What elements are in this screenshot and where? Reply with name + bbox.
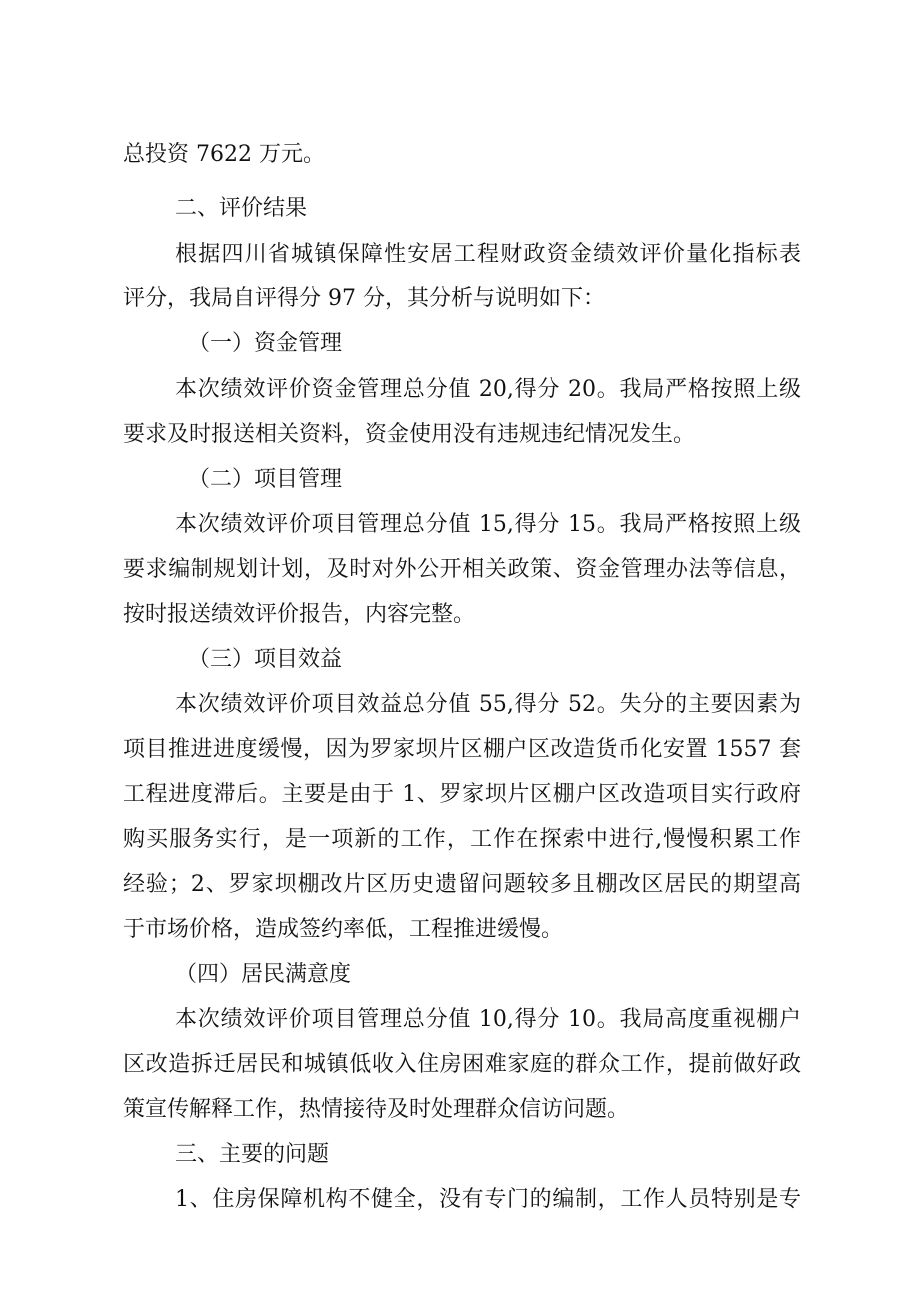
section-heading: 二、评价结果 (175, 196, 308, 221)
paragraph-line: 要求编制规划计划，及时对外公开相关政策、资金管理办法等信息， (123, 557, 801, 582)
paragraph-line: 于市场价格，造成签约率低，工程推进缓慢。 (123, 917, 564, 942)
paragraph-line: 区改造拆迁居民和城镇低收入住房困难家庭的群众工作，提前做好政 (123, 1052, 801, 1077)
paragraph-line: 评分，我局自评得分 97 分，其分析与说明如下： (123, 286, 605, 311)
subsection-heading: （四）居民满意度 (175, 962, 352, 987)
paragraph-line: 本次绩效评价项目管理总分值 10,得分 10。我局高度重视棚户 (175, 1007, 801, 1032)
paragraph-line: 本次绩效评价项目效益总分值 55,得分 52。失分的主要因素为 (175, 692, 801, 717)
paragraph-line: 经验；2、罗家坝棚改片区历史遗留问题较多且棚改区居民的期望高 (123, 872, 801, 897)
paragraph-line: 要求及时报送相关资料，资金使用没有违规违纪情况发生。 (123, 422, 696, 447)
paragraph-line: 策宣传解释工作，热情接待及时处理群众信访问题。 (123, 1097, 630, 1122)
subsection-heading: （一）资金管理 (188, 331, 343, 356)
paragraph-line: 工程进度滞后。主要是由于 1、罗家坝片区棚户区改造项目实行政府 (123, 782, 801, 807)
paragraph-line: 本次绩效评价项目管理总分值 15,得分 15。我局严格按照上级 (175, 512, 801, 537)
subsection-heading: （三）项目效益 (188, 647, 343, 672)
subsection-heading: （二）项目管理 (188, 467, 343, 492)
paragraph-line: 根据四川省城镇保障性安居工程财政资金绩效评价量化指标表 (175, 242, 801, 267)
paragraph-line: 项目推进进度缓慢，因为罗家坝片区棚户区改造货币化安置 1557 套 (123, 737, 801, 762)
paragraph-line: 按时报送绩效评价报告，内容完整。 (123, 602, 476, 627)
paragraph-line: 购买服务实行，是一项新的工作，工作在探索中进行,慢慢积累工作 (123, 827, 801, 852)
paragraph-line: 本次绩效评价资金管理总分值 20,得分 20。我局严格按照上级 (175, 377, 801, 402)
paragraph-line: 总投资 7622 万元。 (123, 142, 325, 167)
section-heading: 三、主要的问题 (175, 1142, 330, 1167)
paragraph-line: 1、住房保障机构不健全，没有专门的编制，工作人员特别是专 (175, 1187, 801, 1212)
